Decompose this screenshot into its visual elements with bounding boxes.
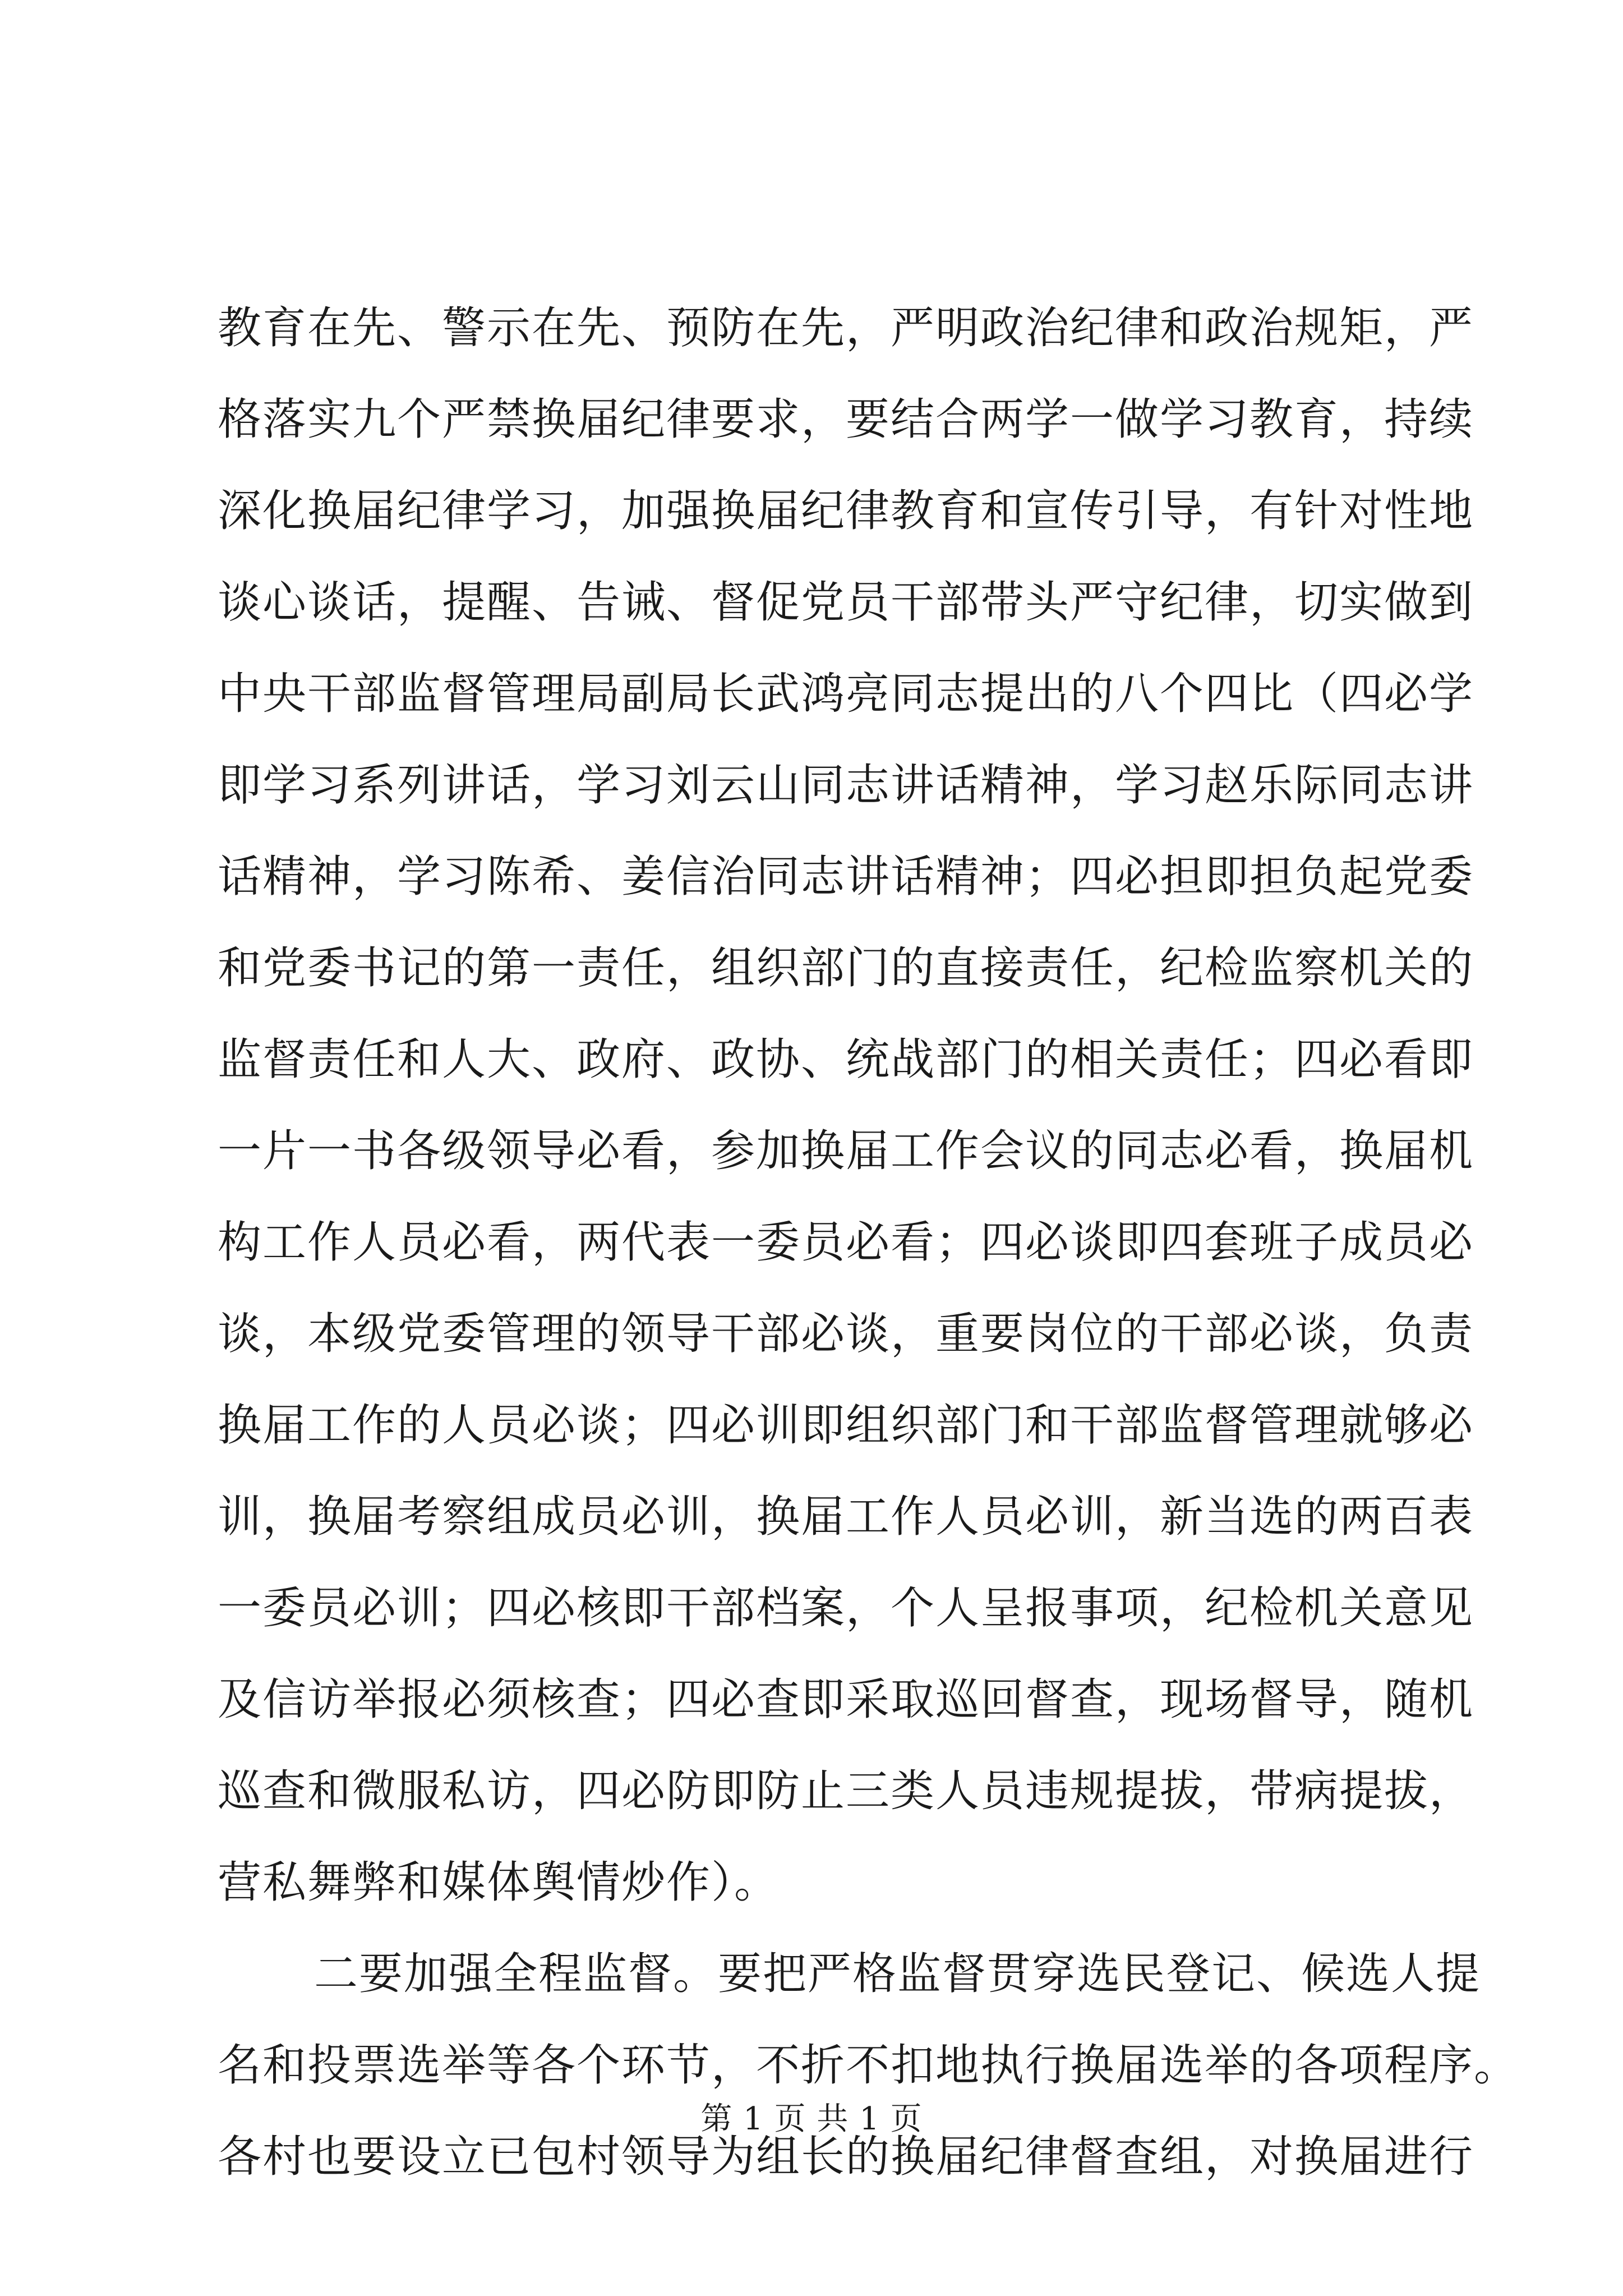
- text-line: 即学习系列讲话，学习刘云山同志讲话精神，学习赵乐际同志讲: [218, 760, 1474, 811]
- text-line: 格落实九个严禁换届纪律要求，要结合两学一做学习教育，持续: [218, 394, 1474, 445]
- text-line: 一片一书各级领导必看，参加换届工作会议的同志必看，换届机: [218, 1126, 1474, 1176]
- text-line: 谈，本级党委管理的领导干部必谈，重要岗位的干部必谈，负责: [218, 1309, 1474, 1359]
- text-line: 话精神，学习陈希、姜信治同志讲话精神；四必担即担负起党委: [218, 852, 1474, 902]
- text-line: 各村也要设立已包村领导为组长的换届纪律督查组，对换届进行: [218, 2132, 1474, 2182]
- text-line: 一委员必训；四必核即干部档案，个人呈报事项，纪检机关意见: [218, 1583, 1474, 1634]
- text-line: 训，换届考察组成员必训，换届工作人员必训，新当选的两百表: [218, 1492, 1474, 1542]
- text-line: 及信访举报必须核查；四必查即采取巡回督查，现场督导，随机: [218, 1674, 1474, 1725]
- text-line: 和党委书记的第一责任，组织部门的直接责任，纪检监察机关的: [218, 943, 1474, 993]
- text-line: 换届工作的人员必谈；四必训即组织部门和干部监督管理就够必: [218, 1400, 1474, 1451]
- text-line: 巡查和微服私访，四必防即防止三类人员违规提拔，带病提拔，: [218, 1766, 1474, 1816]
- text-line: 营私舞弊和媒体舆情炒作）。: [218, 1857, 780, 1908]
- text-line: 名和投票选举等各个环节，不折不扣地执行换届选举的各项程序。: [218, 2040, 1519, 2091]
- text-line: 深化换届纪律学习，加强换届纪律教育和宣传引导，有针对性地: [218, 486, 1474, 536]
- text-line: 监督责任和人大、政府、政协、统战部门的相关责任；四必看即: [218, 1034, 1474, 1085]
- text-line: 构工作人员必看，两代表一委员必看；四必谈即四套班子成员必: [218, 1217, 1474, 1268]
- text-line: 中央干部监督管理局副局长武鸿亮同志提出的八个四比（四必学: [218, 669, 1474, 719]
- text-line: 谈心谈话，提醒、告诫、督促党员干部带头严守纪律，切实做到: [218, 577, 1474, 628]
- paragraph-first-line: 二要加强全程监督。要把严格监督贯穿选民登记、候选人提: [314, 1949, 1481, 1999]
- page-footer: 第 1 页 共 1 页: [700, 2101, 923, 2137]
- text-line: 教育在先、警示在先、预防在先，严明政治纪律和政治规矩，严: [218, 303, 1474, 353]
